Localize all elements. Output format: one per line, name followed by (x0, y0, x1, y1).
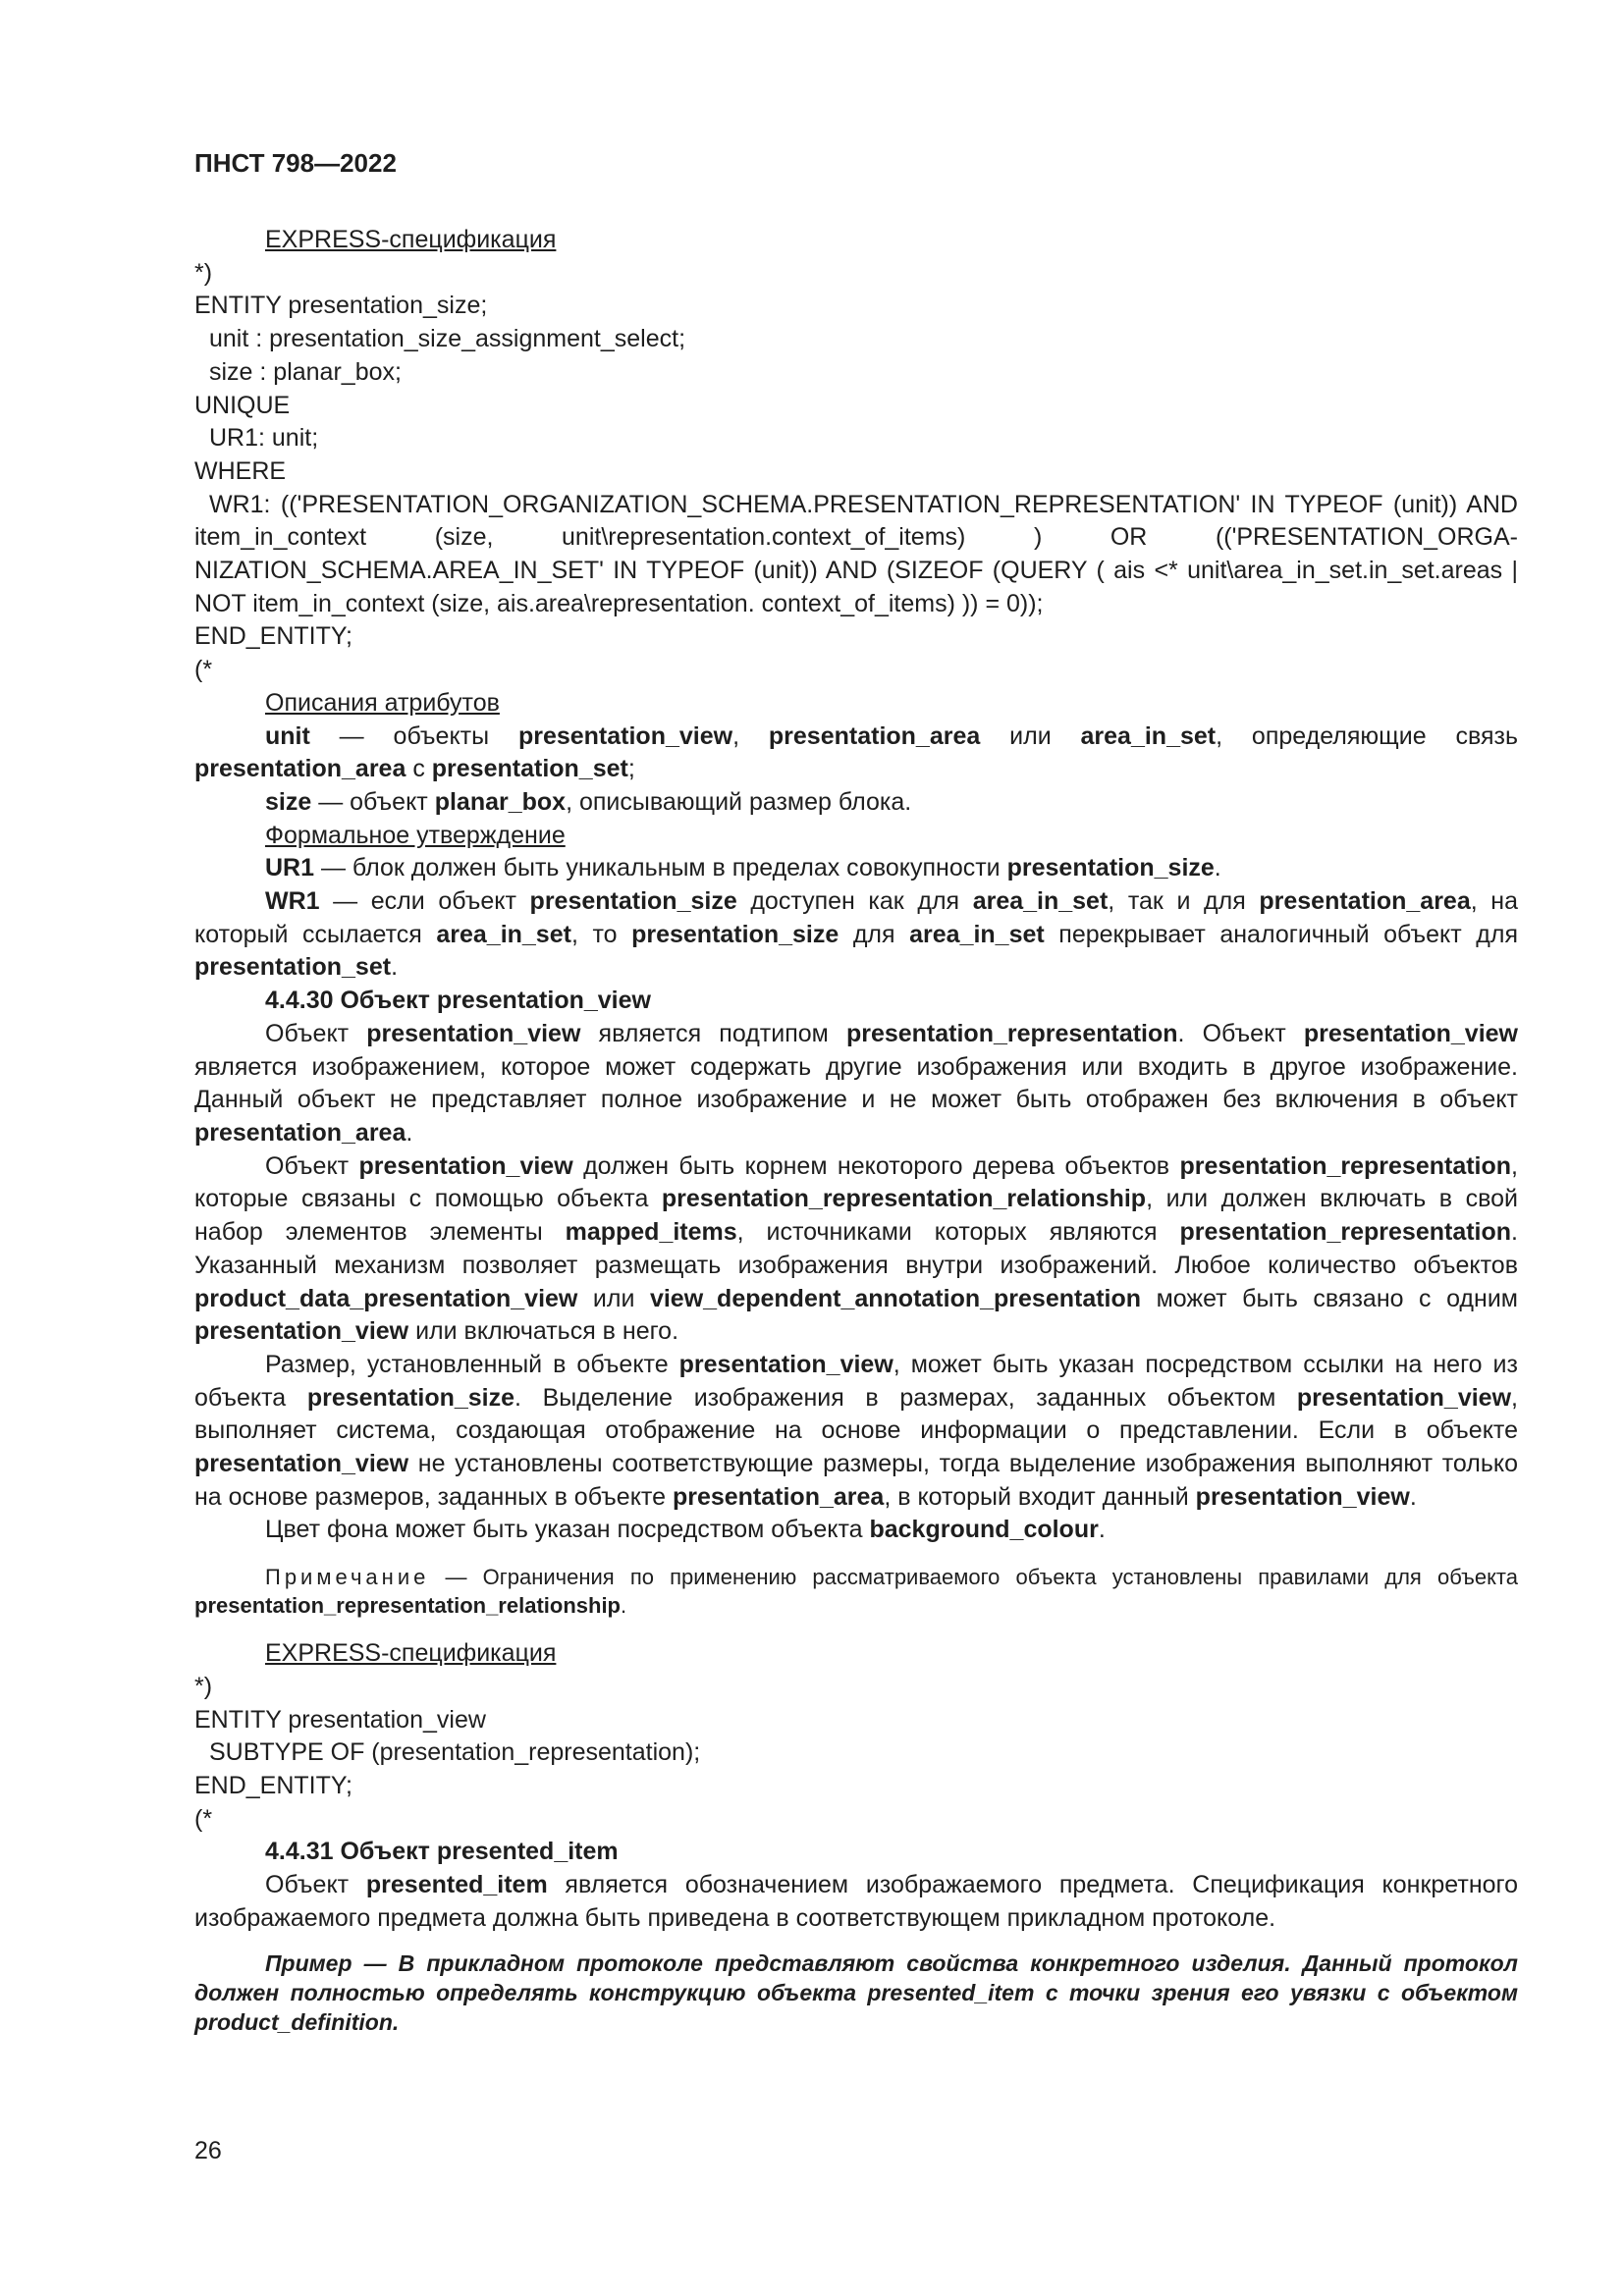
code-line: WHERE (194, 456, 287, 485)
paragraph (194, 1018, 1518, 1150)
text-run: может быть связано с одним (1141, 1284, 1518, 1312)
term: presentation_area (194, 755, 406, 783)
term: view_dependent_annotation_presentation (649, 1284, 1142, 1312)
term: presentation_representation_relationship (661, 1185, 1147, 1213)
term: background_colour (869, 1516, 1099, 1544)
term: presentation_size (631, 920, 839, 948)
term: presentation_view (358, 1151, 573, 1180)
section-heading-4-4-30: 4.4.30 Объект presentation_view (265, 987, 651, 1015)
term: presentation_size (529, 887, 737, 916)
text-run: Цвет фона может быть указан посредством объекта (265, 1516, 870, 1544)
term: presentation_area (768, 721, 981, 750)
text-run: ; (627, 755, 635, 783)
code-line: (* (194, 656, 213, 684)
code-line: SUBTYPE OF (presentation_representation); (209, 1738, 701, 1767)
code-line: END_ENTITY; (194, 622, 352, 651)
term: presentation_view (1296, 1383, 1512, 1412)
term: presentation_size (1006, 854, 1215, 882)
attr-unit-desc (194, 721, 1518, 786)
term: presentation_view (194, 1450, 409, 1478)
formal-wr1 (194, 885, 1518, 985)
formal-title: Формальное утверждение (265, 821, 566, 849)
term: mapped_items (565, 1218, 737, 1247)
text-run: Объект (265, 1019, 367, 1047)
text-run: не установлены соответствующие размеры, тогда выделение изображения выполняют только на основе размеров, заданных в объекте (194, 1450, 1518, 1511)
term: area_in_set (1080, 721, 1217, 750)
text-run: — объект (311, 787, 435, 816)
term: presentation_view (1195, 1482, 1410, 1511)
term: presentation_representation (1179, 1218, 1512, 1247)
text-run: Размер, установленный в объекте (265, 1350, 679, 1378)
term: presentation_view (366, 1019, 581, 1047)
text-run: Объект (265, 1151, 359, 1180)
text-run: . (621, 1593, 627, 1619)
term: area_in_set (436, 920, 571, 948)
text-run: или (980, 721, 1081, 750)
text-run: является изображением, которое может содержать другие изображения или входить в другое изображение. Данный объект не представляет полное изображение и не может быть отображен без включения в объект (194, 1052, 1518, 1114)
example: Пример — В прикладном протоколе представляют свойства конкретного изделия. Данный протокол должен полностью определять конструкцию объекта presented_item с точки зрения его увязки с объектом product_definition. (194, 1950, 1518, 2036)
code-line: *) (194, 1672, 213, 1700)
express-spec-title: EXPRESS-спецификация (265, 226, 557, 253)
term: presentation_area (1259, 887, 1471, 916)
note (194, 1563, 1518, 1620)
text-run: , источниками которых являются (736, 1218, 1180, 1247)
paragraph (194, 1514, 1518, 1547)
paragraph (194, 1349, 1518, 1515)
term: presentation_representation (845, 1019, 1178, 1047)
text-run: , которые связаны с помощью объекта (194, 1151, 1518, 1213)
term: presentation_view (517, 721, 733, 750)
document-header: ПНСТ 798—2022 (194, 148, 397, 178)
term: presentation_set (431, 755, 628, 783)
attr-size-desc (194, 786, 1518, 820)
text-run: или (577, 1284, 650, 1312)
text-run: Объект (265, 1871, 366, 1899)
text-run: для (839, 920, 910, 948)
text-run: — блок должен быть уникальным в пределах совокупности (314, 854, 1007, 882)
text-run: доступен как для (736, 887, 973, 916)
code-line: size : planar_box; (209, 357, 402, 386)
page-number: 26 (194, 2137, 222, 2164)
text-run: , то (570, 920, 632, 948)
term: UR1 (265, 854, 315, 882)
code-line: UNIQUE (194, 391, 291, 419)
term: presentation_view (678, 1350, 893, 1378)
text-run: — объекты (309, 721, 518, 750)
term: unit (265, 721, 310, 750)
text-run: , или должен включать в свой набор элементов элементы (194, 1185, 1518, 1247)
term: presentation_view (1303, 1019, 1519, 1047)
text-run: . (1214, 854, 1221, 882)
code-line: UR1: unit; (209, 424, 319, 453)
text-run: , описывающий размер блока. (566, 787, 912, 816)
text-run: . (406, 1118, 413, 1147)
text-run: . (391, 953, 399, 982)
express-spec-title: EXPRESS-спецификация (265, 1639, 557, 1668)
code-line: unit : presentation_size_assignment_select; (209, 325, 686, 353)
term: area_in_set (972, 887, 1109, 916)
text-run: — если объект (319, 887, 530, 916)
text-run: , выполняет система, создающая отображение на основе информации о представлении. Если в объекте (194, 1383, 1518, 1445)
text-run: является подтипом (580, 1019, 846, 1047)
text-run: или включаться в него. (408, 1317, 679, 1346)
text-run: . (1409, 1482, 1417, 1511)
term: presentation_representation (1179, 1151, 1512, 1180)
code-line: END_ENTITY; (194, 1771, 352, 1799)
code-line: ENTITY presentation_view (194, 1705, 486, 1734)
term: presentation_set (194, 953, 392, 982)
text-run: , так и для (1108, 887, 1260, 916)
text-run: перекрывает аналогичный объект для (1044, 920, 1518, 948)
term: presentation_area (672, 1482, 885, 1511)
text-run: , (732, 721, 769, 750)
section-heading-4-4-31: 4.4.31 Объект presented_item (265, 1838, 619, 1866)
text-run: . Указанный механизм позволяет размещать изображения внутри изображений. Любое количество объектов (194, 1218, 1518, 1279)
document-body (194, 224, 1518, 2037)
term: area_in_set (909, 920, 1045, 948)
code-line: *) (194, 258, 213, 287)
paragraph (194, 1150, 1518, 1349)
term: size (265, 787, 312, 816)
attributes-title: Описания атрибутов (265, 688, 500, 717)
term: product_data_presentation_view (194, 1284, 578, 1312)
text-run: , определяющие связь (1216, 721, 1518, 750)
code-where-rule: WR1: (('PRESENTATION_ORGANIZATION_SCHEMA.PRESENTATION_REPRESENTATION' IN TYPEOF (unit)) AND item_in_context (size, unit\representation.context_of_items) ) OR (('PRESENTATION_ORGA-NIZATION_SCHEMA.AREA_IN_SET' IN TYPEOF (unit)) AND (SIZEOF (QUERY ( ais <* unit\area_in_set.in_set.areas | NOT item_in_context (size, ais.area\representation. context_of_items) )) = 0)); (194, 490, 1518, 617)
text-run: . Объект (1177, 1019, 1304, 1047)
text-run: . Выделение изображения в размерах, заданных объектом (514, 1383, 1297, 1412)
text-run: . (1098, 1516, 1106, 1544)
text-run: является обозначением изображаемого предмета. Спецификация конкретного изображаемого предмета должна быть приведена в соответствующем прикладном протоколе. (194, 1871, 1519, 1932)
text-run: — Ограничения по применению рассматриваемого объекта установлены правилами для объекта (429, 1565, 1518, 1590)
text-run: , на который ссылается (194, 887, 1518, 948)
paragraph (194, 1869, 1518, 1935)
term: presentation_representation_relationship (194, 1593, 621, 1619)
text-run: , в который входит данный (884, 1482, 1196, 1511)
term: presentation_size (306, 1383, 515, 1412)
note-label: Примечание (265, 1565, 430, 1590)
text-run: должен быть корнем некоторого дерева объектов (572, 1151, 1180, 1180)
term: presentation_view (194, 1317, 409, 1346)
term: presentation_area (194, 1118, 406, 1147)
term: WR1 (265, 887, 320, 916)
term: planar_box (434, 787, 567, 816)
formal-ur1 (194, 852, 1518, 885)
code-line: ENTITY presentation_size; (194, 292, 488, 320)
term: presented_item (365, 1871, 548, 1899)
text-run: с (406, 755, 432, 783)
code-line: (* (194, 1804, 213, 1833)
text-run: , может быть указан посредством ссылки на него из объекта (194, 1350, 1518, 1412)
